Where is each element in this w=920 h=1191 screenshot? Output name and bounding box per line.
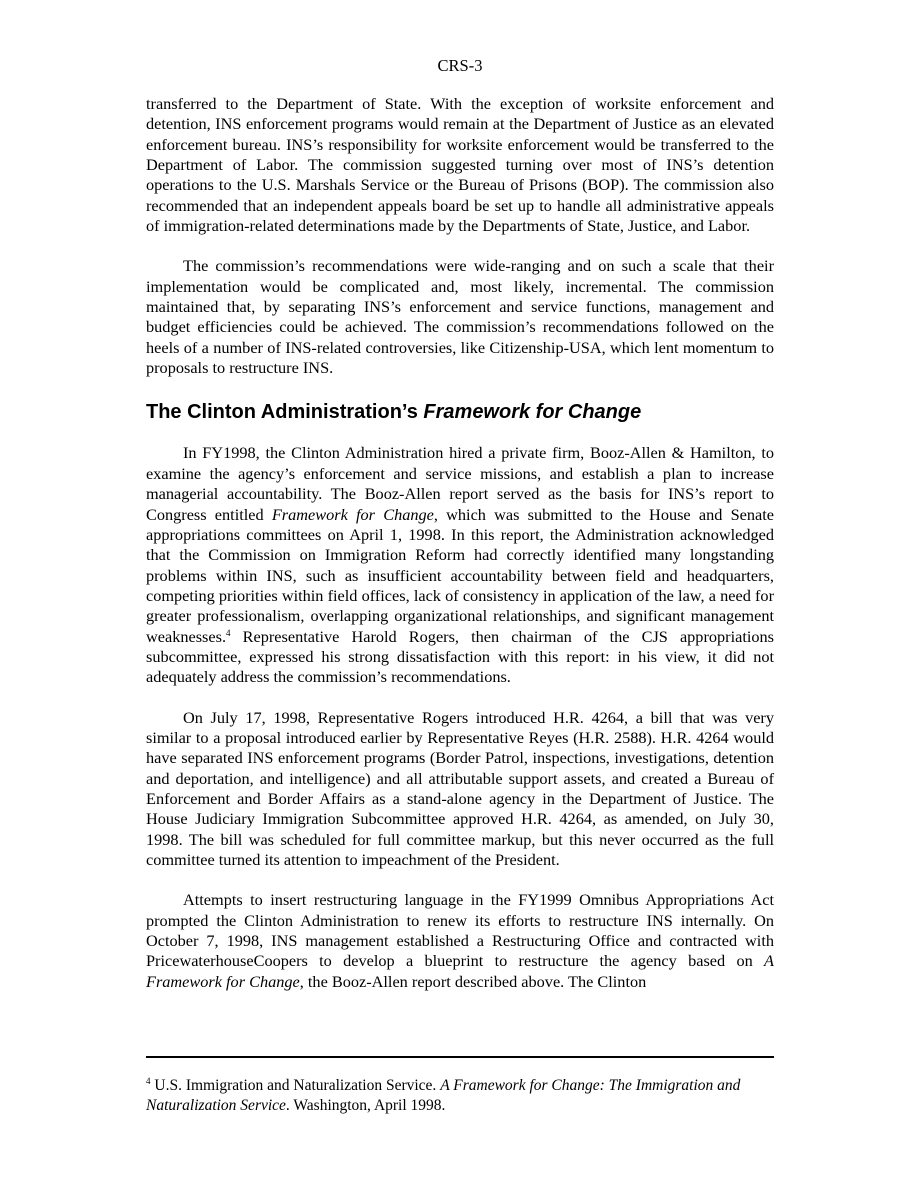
paragraph-5-italic-title: A Framework for Change <box>146 951 774 991</box>
paragraph-3-text-b: , which was submitted to the House and Senate appropriations committees on April 1, 1998. In this report, the Administration acknowledged that the Commission on Immigration Reform had correctly identified many longstanding problems within INS, such as insufficient accountability between field and headquarters, competing priorities within field offices, lack of consistency in application of the law, a need for greater professionalism, overlapping organizational relationships, and significant management weaknesses. <box>146 504 774 646</box>
body-text <box>146 94 774 992</box>
footnote-reference[interactable]: 4 <box>226 627 231 638</box>
footnote-text-b: . Washington, April 1998. <box>285 1097 446 1114</box>
footnote <box>146 1076 774 1116</box>
footnote-number: 4 <box>146 1076 151 1086</box>
footnote-divider <box>146 1056 774 1058</box>
paragraph-3-text-c: Representative Harold Rogers, then chairman of the CJS appropriations subcommittee, expressed his strong dissatisfaction with this report: in his view, it did not adequately address the commission’s recommendations. <box>146 626 774 687</box>
footnote-text-a: U.S. Immigration and Naturalization Service. <box>150 1077 441 1094</box>
footnote-italic-title: A Framework for Change: The Immigration and Naturalization Service <box>146 1077 741 1114</box>
section-heading-italic: Framework for Change <box>423 401 642 424</box>
paragraph-1: transferred to the Department of State. With the exception of worksite enforcement and detention, INS enforcement programs would remain at the Department of Justice as an elevated enforcement bureau. INS’s responsibility for worksite enforcement would be transferred to the Department of Labor. The commission suggested turning over most of INS’s detention operations to the U.S. Marshals Service or the Bureau of Prisons (BOP). The commission also recommended that an independent appeals board be set up to handle all administrative appeals of immigration-related determinations made by the Departments of State, Justice, and Labor. <box>146 94 774 236</box>
page-number: CRS-3 <box>437 56 483 75</box>
paragraph-2: The commission’s recommendations were wide-ranging and on such a scale that their implementation would be complicated and, most likely, incremental. The commission maintained that, by separating INS’s enforcement and service functions, management and budget efficiencies could be achieved. The commission’s recommendations followed on the heels of a number of INS-related controversies, like Citizenship-USA, which lent momentum to proposals to restructure INS. <box>146 256 774 378</box>
paragraph-5-text-b: , the Booz-Allen report described above. The Clinton <box>299 971 647 991</box>
paragraph-3-italic-title: Framework for Change <box>271 504 434 524</box>
section-heading-text: The Clinton Administration’s <box>146 401 424 424</box>
section-heading <box>146 400 774 424</box>
paragraph-4: On July 17, 1998, Representative Rogers introduced H.R. 4264, a bill that was very similar to a proposal introduced earlier by Representative Reyes (H.R. 2588). H.R. 4264 would have separated INS enforcement programs (Border Patrol, inspections, investigations, detention and deportation, and intelligence) and all attributable support assets, and created a Bureau of Enforcement and Border Affairs as a stand-alone agency in the Department of Justice. The House Judiciary Immigration Subcommittee approved H.R. 4264, as amended, on July 30, 1998. The bill was scheduled for full committee markup, but this never occurred as the full committee turned its attention to impeachment of the President. <box>146 707 774 869</box>
paragraph-5 <box>146 890 774 992</box>
paragraph-3-text-a: In FY1998, the Clinton Administration hired a private firm, Booz-Allen & Hamilton, to examine the agency’s enforcement and service missions, and establish a plan to increase managerial accountability. The Booz-Allen report served as the basis for INS’s report to Congress entitled <box>146 443 774 524</box>
paragraph-5-text-a: Attempts to insert restructuring language in the FY1999 Omnibus Appropriations Act prompted the Clinton Administration to renew its efforts to restructure INS internally. On October 7, 1998, INS management established a Restructuring Office and contracted with PricewaterhouseCoopers to develop a blueprint to restructure the agency based on <box>146 890 774 971</box>
paragraph-3 <box>146 443 774 687</box>
